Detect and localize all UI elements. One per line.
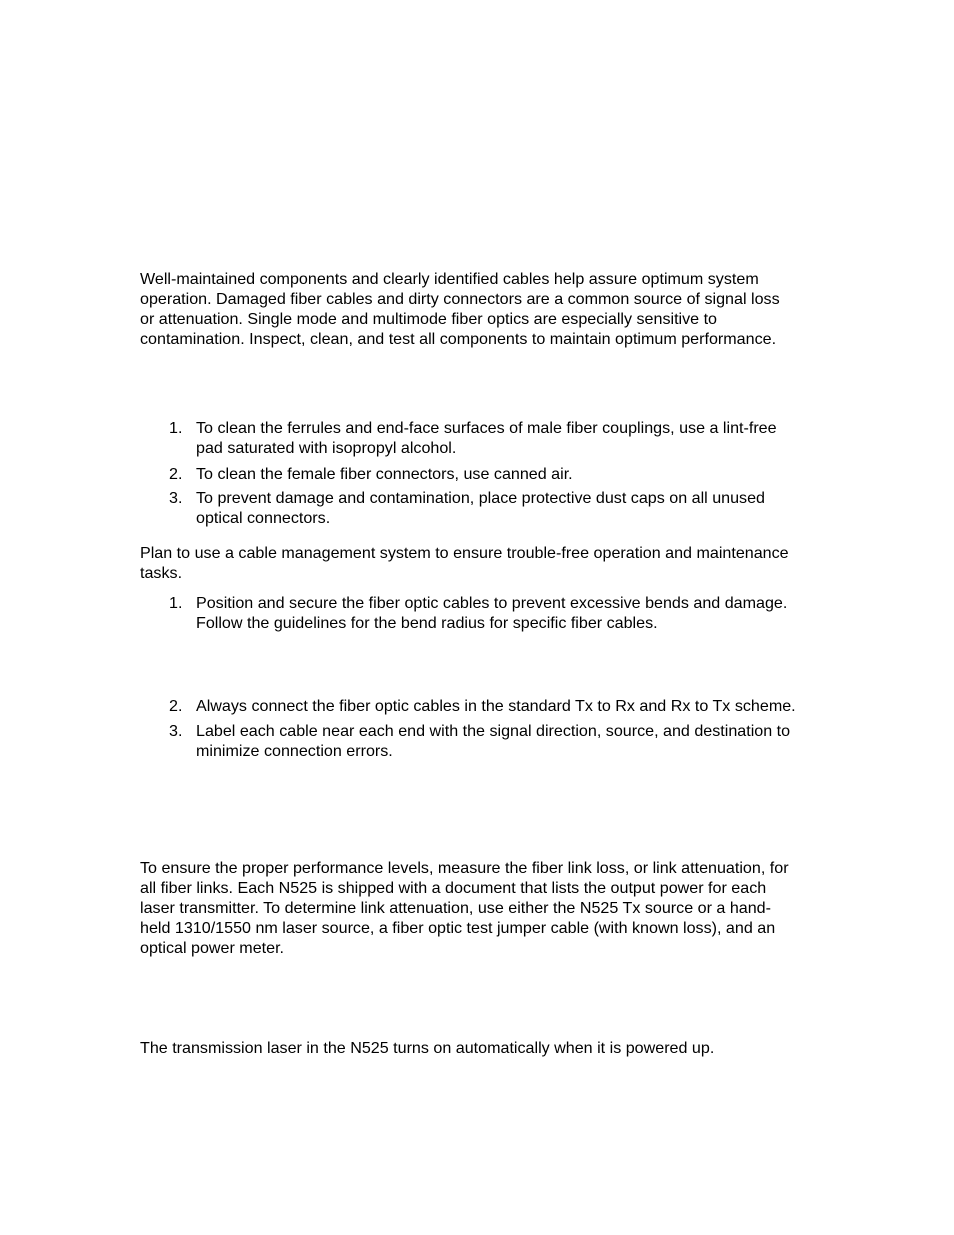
paragraph-line: optical power meter. bbox=[140, 939, 285, 957]
intro-line: or attenuation. Single mode and multimode fiber optics are especially sensitive to bbox=[140, 310, 718, 328]
list-item-text bbox=[196, 418, 856, 458]
list-item-line: Always connect the fiber optic cables in the standard Tx to Rx and Rx to Tx scheme. bbox=[196, 697, 796, 715]
list-number: 1. bbox=[169, 419, 183, 437]
list-item-text bbox=[196, 464, 856, 484]
intro-line: Well-maintained components and clearly identified cables help assure optimum system bbox=[140, 270, 759, 288]
list-item-line: To prevent damage and contamination, place protective dust caps on all unused bbox=[196, 489, 766, 507]
list-item-line: Label each cable near each end with the signal direction, source, and destination to bbox=[196, 722, 791, 740]
paragraph-line: all fiber links. Each N525 is shipped with a document that lists the output power for each bbox=[140, 879, 767, 897]
paragraph-line: To ensure the proper performance levels, measure the fiber link loss, or link attenuation, for bbox=[140, 859, 789, 877]
list-item-line: To clean the ferrules and end-face surfaces of male fiber couplings, use a lint-free bbox=[196, 419, 777, 437]
laser-note-paragraph bbox=[140, 1038, 840, 1058]
list-number: 2. bbox=[169, 465, 183, 483]
list-item-line: Follow the guidelines for the bend radius for specific fiber cables. bbox=[196, 614, 658, 632]
paragraph-line: tasks. bbox=[140, 564, 183, 582]
list-item-line: Position and secure the fiber optic cables to prevent excessive bends and damage. bbox=[196, 594, 788, 612]
list-item-text bbox=[196, 721, 856, 761]
paragraph-line: Plan to use a cable management system to ensure trouble-free operation and maintenance bbox=[140, 544, 789, 562]
list-number: 1. bbox=[169, 594, 183, 612]
paragraph-line: The transmission laser in the N525 turns on automatically when it is powered up. bbox=[140, 1039, 715, 1057]
cable-management-paragraph bbox=[140, 543, 840, 583]
list-item-text bbox=[196, 593, 856, 633]
list-item-line: minimize connection errors. bbox=[196, 742, 393, 760]
link-loss-paragraph bbox=[140, 858, 840, 958]
list-number: 3. bbox=[169, 489, 183, 507]
intro-line: contamination. Inspect, clean, and test all components to maintain optimum performance. bbox=[140, 330, 777, 348]
list-item-line: optical connectors. bbox=[196, 509, 331, 527]
list-number: 2. bbox=[169, 697, 183, 715]
list-item-line: To clean the female fiber connectors, use canned air. bbox=[196, 465, 573, 483]
list-number: 3. bbox=[169, 722, 183, 740]
list-item-text bbox=[196, 696, 856, 716]
paragraph-line: laser transmitter. To determine link attenuation, use either the N525 Tx source or a hand- bbox=[140, 899, 771, 917]
intro-paragraph bbox=[140, 269, 840, 349]
list-item-line: pad saturated with isopropyl alcohol. bbox=[196, 439, 457, 457]
list-item-text bbox=[196, 488, 856, 528]
paragraph-line: held 1310/1550 nm laser source, a fiber optic test jumper cable (with known loss), and an bbox=[140, 919, 776, 937]
intro-line: operation. Damaged fiber cables and dirty connectors are a common source of signal loss bbox=[140, 290, 780, 308]
